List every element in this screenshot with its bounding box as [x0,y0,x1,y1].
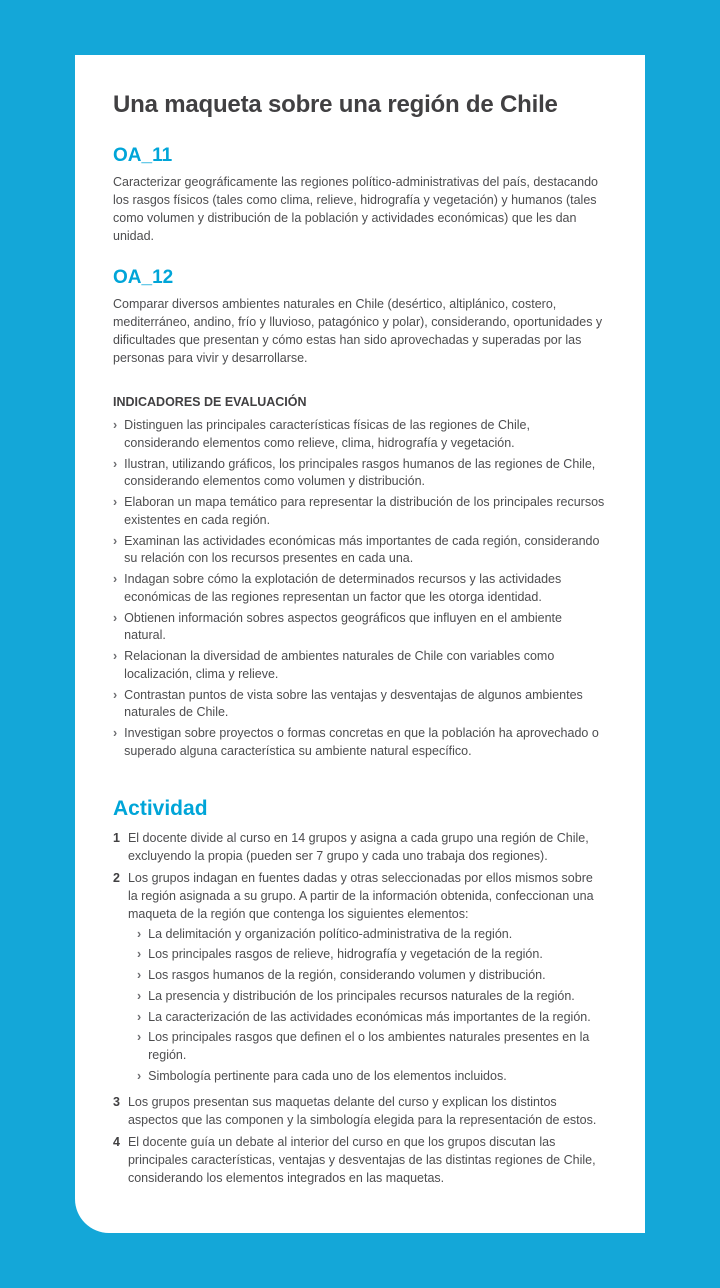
indicator-item-text: Contrastan puntos de vista sobre las ventajas y desventajas de algunos ambientes naturales de Chile. [124,687,583,720]
step-body [128,1133,605,1187]
step-text: El docente guía un debate al interior del curso en que los grupos discutan las principales características, ventajas y desventajas de las distintas regiones de Chile, considerando los elementos integrados en las maquetas. [127,1134,596,1185]
step-text: El docente divide al curso en 14 grupos y asigna a cada grupo una región de Chile, excluyendo la propia (pueden ser 7 grupo y cada uno trabaja dos regiones). [127,830,589,863]
chevron-bullet-icon: › [136,1030,142,1045]
step-sub-item [137,946,605,964]
step-sub-item-text: Los principales rasgos de relieve, hidrografía y vegetación de la región. [148,947,543,962]
indicadores-heading: INDICADORES DE EVALUACIÓN [113,395,307,409]
step-number: 2 [113,870,120,885]
chevron-bullet-icon: › [113,687,118,702]
indicator-list-item [113,725,605,761]
step-sub-item [137,926,605,944]
indicator-item-text: Indagan sobre cómo la explotación de determinados recursos y las actividades económicas de las regiones representan un factor que les otorga identidad. [124,572,562,604]
step-text: Los grupos presentan sus maquetas delante del curso y explican los distintos aspectos que las componen y la simbología elegida para la representación de estos. [127,1094,597,1127]
indicator-item-text: Elaboran un mapa temático para representar la distribución de los principales recursos existentes en cada región. [124,495,605,527]
chevron-bullet-icon: › [113,533,118,548]
step-text: Los grupos indagan en fuentes dadas y otras seleccionadas por ellos mismos sobre la región asignada a su grupo. A partir de la información obtenida, confeccionan una maqueta de la región que contenga los siguientes elementos: [127,870,594,921]
indicator-list-item [113,687,605,723]
chevron-bullet-icon: › [136,1009,142,1024]
chevron-bullet-icon: › [136,947,142,962]
indicator-item-text: Investigan sobre proyectos o formas concretas en que la población ha aprovechado o superado alguna característica su ambiente natural específico. [124,726,599,758]
chevron-bullet-icon: › [136,926,142,941]
activity-step [113,829,605,865]
actividad-heading: Actividad [113,796,208,820]
oa11-heading: OA_11 [113,145,173,166]
chevron-bullet-icon: › [113,418,118,432]
oa11-body: Caracterizar geográficamente las regiones político-administrativas del país, destacando los rasgos físicos (tales como clima, relieve, hidrografía y vegetación) y humanos (tales como volumen y distribución de la población y actividades económicas) que les dan unidad. [113,175,598,243]
step-sub-item-text: La caracterización de las actividades económicas más importantes de la región. [148,1009,591,1024]
section-indicadores [113,395,605,761]
activity-step [113,1133,605,1187]
step-sub-item [137,1029,605,1065]
chevron-bullet-icon: › [136,1068,142,1083]
step-number: 3 [113,1094,120,1109]
section-actividad [113,797,605,1187]
indicator-item-text: Obtienen información sobres aspectos geográficos que influyen en el ambiente natural. [124,610,562,643]
indicator-list-item [113,648,605,684]
step-body [128,829,605,865]
indicadores-list [113,417,605,761]
step-sub-item [137,1009,605,1027]
chevron-bullet-icon: › [113,726,118,740]
indicator-item-text: Ilustran, utilizando gráficos, los principales rasgos humanos de las regiones de Chile, considerando elementos como volumen y distribución. [124,456,596,489]
step-number: 1 [113,830,120,845]
indicator-list-item [113,417,605,453]
step-sub-item-text: La presencia y distribución de los principales recursos naturales de la región. [148,988,575,1003]
step-sub-list [137,926,605,1086]
document-card [75,55,645,1233]
section-oa-12 [113,267,605,367]
indicator-list-item [113,571,605,607]
indicator-item-text: Examinan las actividades económicas más importantes de cada región, considerando su relación con los recursos presentes en cada una. [124,533,600,566]
section-oa-11 [113,145,605,245]
step-sub-item [137,967,605,985]
step-body [128,869,605,1089]
step-sub-item-text: Simbología pertinente para cada uno de los elementos incluidos. [148,1068,507,1083]
actividad-steps [113,829,605,1187]
chevron-bullet-icon: › [113,456,118,471]
step-number: 4 [113,1134,120,1149]
step-sub-item-text: La delimitación y organización político-administrativa de la región. [148,926,513,941]
indicator-item-text: Distinguen las principales características físicas de las regiones de Chile, considerando elementos como relieve, clima, hidrografía y vegetación. [124,418,530,450]
oa12-heading: OA_12 [113,267,174,288]
step-sub-item [137,1068,605,1086]
chevron-bullet-icon: › [113,495,118,509]
step-sub-item-text: Los rasgos humanos de la región, considerando volumen y distribución. [148,968,546,982]
step-body [128,1093,605,1129]
chevron-bullet-icon: › [113,572,118,586]
indicator-list-item [113,610,605,646]
activity-step [113,1093,605,1129]
step-sub-item-text: Los principales rasgos que definen el o los ambientes naturales presentes en la región. [148,1030,590,1062]
chevron-bullet-icon: › [136,968,142,982]
indicator-item-text: Relacionan la diversidad de ambientes naturales de Chile con variables como localización, clima y relieve. [124,649,555,681]
activity-step [113,869,605,1089]
indicator-list-item [113,533,605,569]
indicator-list-item [113,494,605,530]
step-sub-item [137,988,605,1006]
chevron-bullet-icon: › [113,610,118,625]
chevron-bullet-icon: › [136,988,142,1003]
chevron-bullet-icon: › [113,649,118,663]
indicator-list-item [113,456,605,492]
page-title: Una maqueta sobre una región de Chile [113,91,558,118]
oa12-body: Comparar diversos ambientes naturales en Chile (desértico, altiplánico, costero, mediterráneo, andino, frío y lluvioso, patagónico y polar), considerando, oportunidades y dificultades que presentan y cómo estas han sido aprovechadas y superadas por las personas para vivir y desarrollarse. [113,297,603,365]
